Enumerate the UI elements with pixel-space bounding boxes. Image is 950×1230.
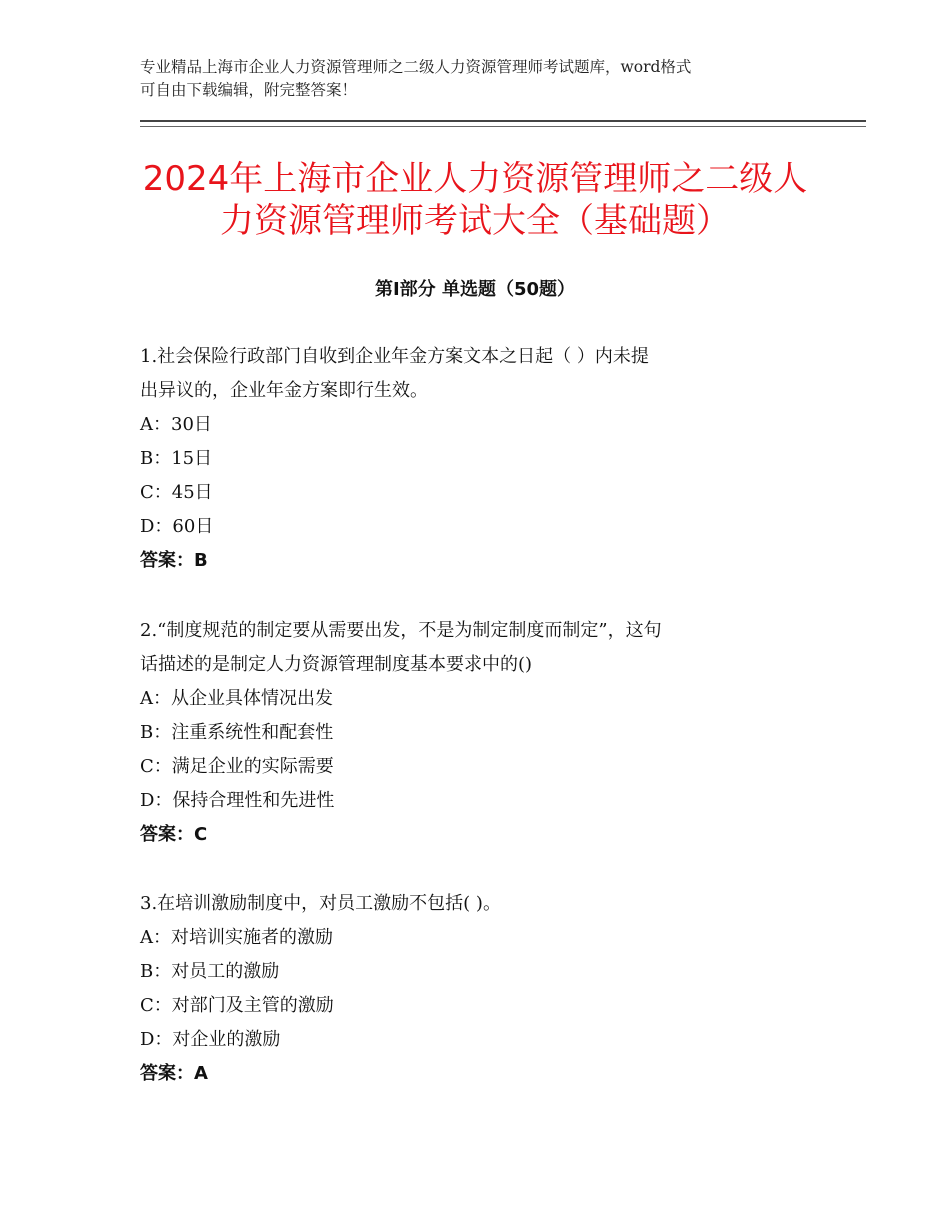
answer: 答案：B xyxy=(140,550,208,571)
option-a: A：从企业具体情况出发 xyxy=(140,688,333,709)
header-note-line-1: 专业精品上海市企业人力资源管理师之二级人力资源管理师考试题库，word格式 xyxy=(140,58,692,76)
question-stem: 出异议的，企业年金方案即行生效。 xyxy=(140,380,428,401)
question-stem: 2.“制度规范的制定要从需要出发，不是为制定制度而制定”，这句 xyxy=(140,620,662,641)
option-c: C：满足企业的实际需要 xyxy=(140,756,334,777)
answer: 答案：A xyxy=(140,1063,208,1084)
option-c: C：45日 xyxy=(140,482,213,503)
answer: 答案：C xyxy=(140,824,208,845)
option-b: B：对员工的激励 xyxy=(140,961,280,982)
header-note-line-2: 可自由下载编辑，附完整答案！ xyxy=(140,81,358,99)
question-stem: 3.在培训激励制度中，对员工激励不包括( )。 xyxy=(140,893,501,914)
header-divider-thick xyxy=(140,120,866,122)
header-divider-thin xyxy=(140,126,866,127)
option-c: C：对部门及主管的激励 xyxy=(140,995,334,1016)
option-d: D：对企业的激励 xyxy=(140,1029,281,1050)
document-title xyxy=(60,158,890,242)
option-b: B：15日 xyxy=(140,448,213,469)
option-d: D：保持合理性和先进性 xyxy=(140,790,335,811)
option-a: A：30日 xyxy=(140,414,212,435)
option-d: D：60日 xyxy=(140,516,214,537)
option-b: B：注重系统性和配套性 xyxy=(140,722,334,743)
question-stem: 话描述的是制定人力资源管理制度基本要求中的() xyxy=(140,654,533,675)
question-2 xyxy=(140,614,810,852)
question-3 xyxy=(140,887,810,1091)
option-a: A：对培训实施者的激励 xyxy=(140,927,333,948)
document-title-line-2: 力资源管理师考试大全（基础题） xyxy=(220,201,730,241)
header-note xyxy=(140,56,810,102)
question-1 xyxy=(140,340,810,578)
question-stem: 1.社会保险行政部门自收到企业年金方案文本之日起（ ）内未提 xyxy=(140,346,649,367)
section-title: 第Ⅰ部分 单选题（50题） xyxy=(374,279,575,300)
document-title-line-1: 2024年上海市企业人力资源管理师之二级人 xyxy=(142,159,808,199)
